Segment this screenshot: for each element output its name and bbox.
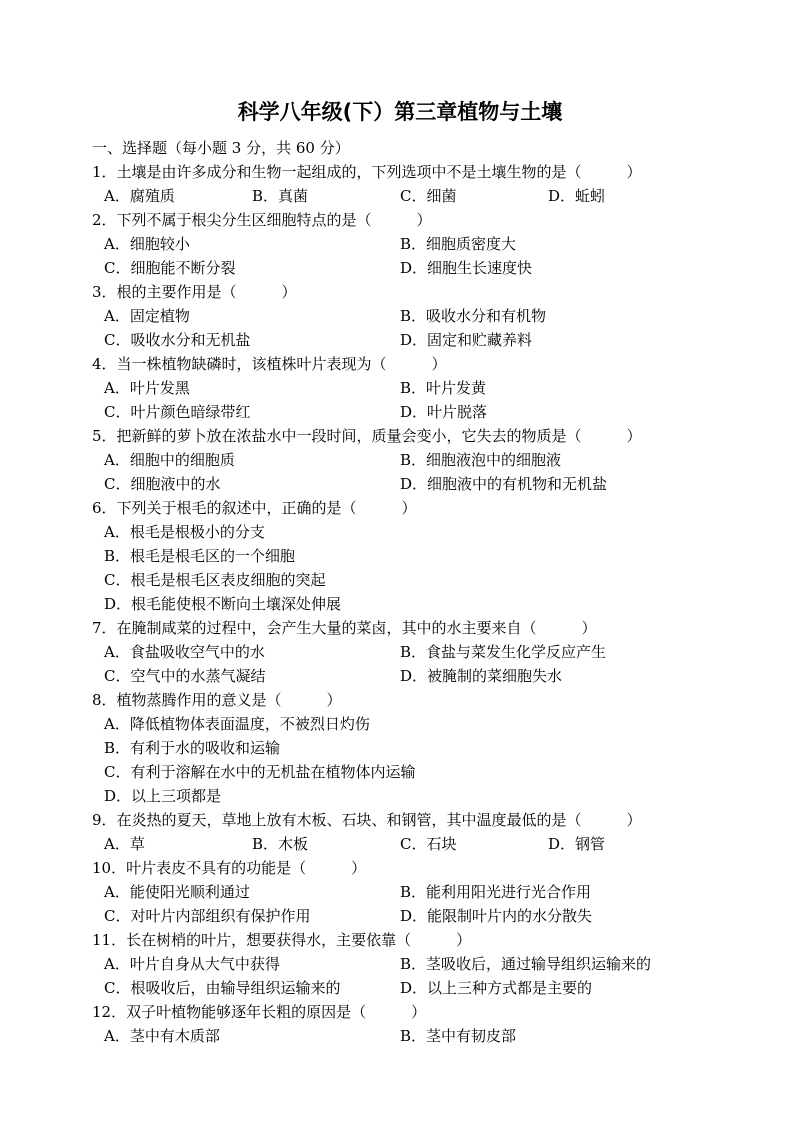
option-c: C．对叶片内部组织有保护作用 [104,907,311,925]
option-b: B．叶片发黄 [400,379,487,397]
option-group [92,1024,712,1048]
option-b: B．茎中有韧皮部 [400,1027,517,1045]
question-stem: 5．把新鲜的萝卜放在浓盐水中一段时间，质量会变小，它失去的物质是（ ） [92,427,642,445]
option-a: A．叶片自身从大气中获得 [104,955,280,973]
option-c: C．有利于溶解在水中的无机盐在植物体内运输 [104,763,416,781]
page-title: 科学八年级(下）第三章植物与土壤 [237,100,563,124]
option-group [92,448,712,496]
option-group [92,520,712,616]
option-d: D．被腌制的菜细胞失水 [400,667,563,685]
option-group [92,232,712,280]
question-7 [92,616,712,688]
question-12 [92,1000,712,1048]
option-group [92,712,712,808]
question-3 [92,280,712,352]
option-a: A．能使阳光顺利通过 [104,883,250,901]
option-c: C．空气中的水蒸气凝结 [104,667,266,685]
option-b: B．根毛是根毛区的一个细胞 [104,547,296,565]
question-stem: 9．在炎热的夏天，草地上放有木板、石块、和钢管，其中温度最低的是（ ） [92,811,642,829]
option-group [92,184,712,208]
option-b: B．细胞质密度大 [400,235,517,253]
option-group [92,640,712,688]
question-stem: 4．当一株植物缺磷时，该植株叶片表现为（ ） [92,355,447,373]
option-group [92,304,712,352]
option-b: B．吸收水分和有机物 [400,307,547,325]
option-c: C．根吸收后，由输导组织运输来的 [104,979,341,997]
option-b: B．木板 [252,835,309,853]
question-stem: 6．下列关于根毛的叙述中，正确的是（ ） [92,499,417,517]
question-8 [92,688,712,808]
question-stem: 8．植物蒸腾作用的意义是（ ） [92,691,342,709]
option-a: A．腐殖质 [104,187,175,205]
question-list [92,160,712,1048]
question-stem: 2．下列不属于根尖分生区细胞特点的是（ ） [92,211,432,229]
option-d: D．蚯蚓 [548,187,606,205]
question-4 [92,352,712,424]
question-1 [92,160,712,208]
question-stem: 1．土壤是由许多成分和生物一起组成的，下列选项中不是土壤生物的是（ ） [92,163,642,181]
section-heading: 一、选择题（每小题 3 分，共 60 分） [92,139,350,157]
option-c: C．根毛是根毛区表皮细胞的突起 [104,571,326,589]
option-d: D．以上三种方式都是主要的 [400,979,593,997]
question-stem: 10．叶片表皮不具有的功能是（ ） [92,859,367,877]
option-a: A．茎中有木质部 [104,1027,220,1045]
option-a: A．根毛是根极小的分支 [104,523,265,541]
question-stem: 7．在腌制咸菜的过程中，会产生大量的菜卤，其中的水主要来自（ ） [92,619,597,637]
option-group [92,952,712,1000]
option-a: A．细胞中的细胞质 [104,451,235,469]
question-10 [92,856,712,928]
option-b: B．食盐与菜发生化学反应产生 [400,643,607,661]
option-c: C．石块 [400,835,457,853]
option-c: C．细胞液中的水 [104,475,221,493]
option-d: D．钢管 [548,835,606,853]
option-b: B．有利于水的吸收和运输 [104,739,281,757]
option-c: C．吸收水分和无机盐 [104,331,251,349]
option-c: C．细胞能不断分裂 [104,259,236,277]
question-stem: 12．双子叶植物能够逐年长粗的原因是（ ） [92,1003,427,1021]
option-d: D．细胞液中的有机物和无机盐 [400,475,608,493]
option-d: D．叶片脱落 [400,403,488,421]
question-9 [92,808,712,856]
option-b: B．能利用阳光进行光合作用 [400,883,592,901]
option-d: D．以上三项都是 [104,787,222,805]
option-a: A．细胞较小 [104,235,190,253]
option-d: D．根毛能使根不断向土壤深处伸展 [104,595,342,613]
option-group [92,880,712,928]
option-d: D．固定和贮藏养料 [400,331,533,349]
option-b: B．茎吸收后，通过输导组织运输来的 [400,955,652,973]
question-11 [92,928,712,1000]
question-5 [92,424,712,496]
option-c: C．细菌 [400,187,457,205]
option-d: D．能限制叶片内的水分散失 [400,907,593,925]
option-b: B．真菌 [252,187,309,205]
option-group [92,376,712,424]
question-stem: 11．长在树梢的叶片，想要获得水，主要依靠（ ） [92,931,472,949]
option-d: D．细胞生长速度快 [400,259,533,277]
option-c: C．叶片颜色暗绿带红 [104,403,251,421]
question-2 [92,208,712,280]
option-a: A．草 [104,835,145,853]
question-6 [92,496,712,616]
option-b: B．细胞液泡中的细胞液 [400,451,562,469]
option-a: A．食盐吸收空气中的水 [104,643,265,661]
option-group [92,832,712,856]
option-a: A．降低植物体表面温度，不被烈日灼伤 [104,715,370,733]
question-stem: 3．根的主要作用是（ ） [92,283,297,301]
option-a: A．固定植物 [104,307,190,325]
option-a: A．叶片发黑 [104,379,190,397]
